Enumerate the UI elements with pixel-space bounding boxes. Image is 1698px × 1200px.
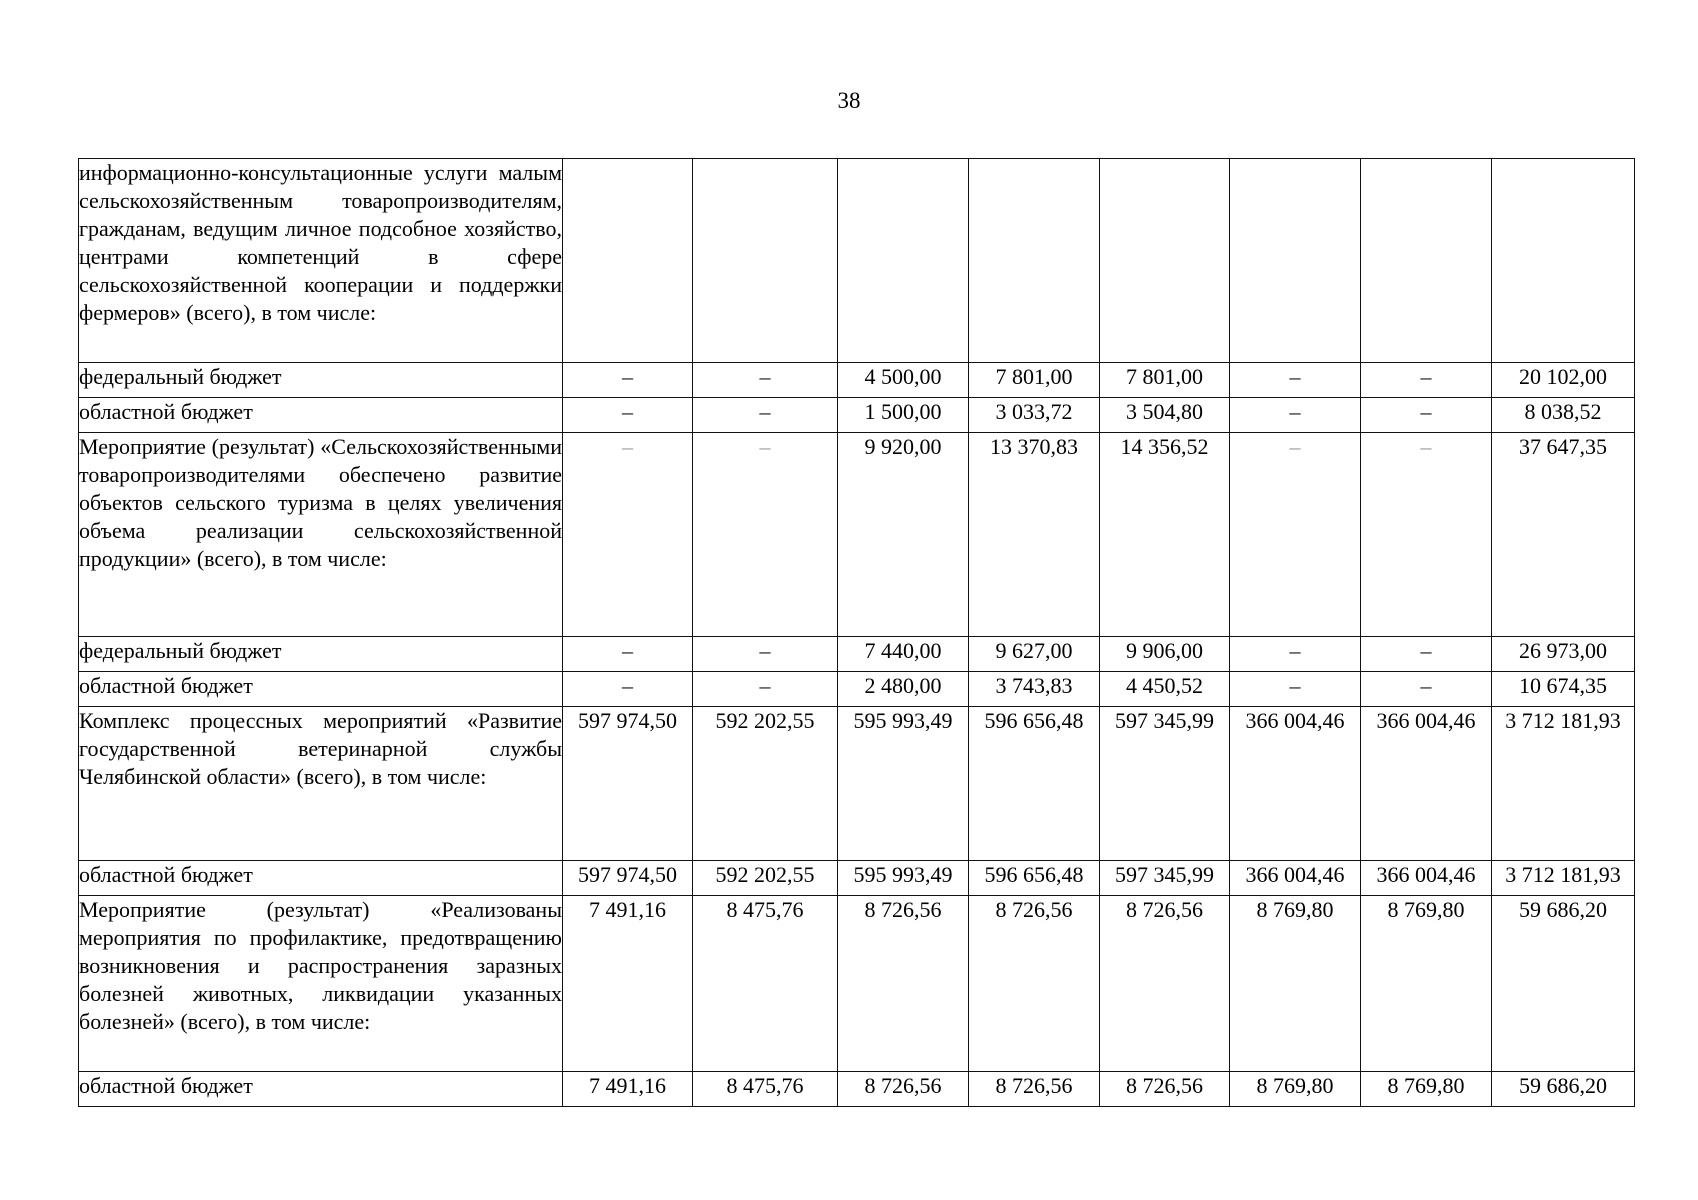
value-cell-col-7: – [1361, 398, 1492, 433]
value-cell-col-8: 37 647,35 [1492, 433, 1635, 637]
value-cell-col-1 [563, 159, 693, 363]
value-cell-col-3 [838, 159, 969, 363]
value-cell-col-2: – [693, 433, 838, 637]
value-cell-col-4: 8 726,56 [969, 896, 1100, 1072]
value-cell-col-2 [693, 159, 838, 363]
value-cell-col-3: 1 500,00 [838, 398, 969, 433]
value-cell-col-6: 8 769,80 [1230, 896, 1361, 1072]
row-label: федеральный бюджет [79, 637, 563, 672]
value-cell-col-1: – [563, 363, 693, 398]
value-cell-col-7: 366 004,46 [1361, 707, 1492, 861]
row-label: Мероприятие (результат) «Сельскохозяйственными товаропроизводителями обеспечено развитие объектов сельского туризма в целях увеличения объема реализации сельскохозяйственной продукции» (всего), в том числе: [79, 433, 563, 637]
value-cell-col-8: 3 712 181,93 [1492, 861, 1635, 896]
value-cell-col-8: 3 712 181,93 [1492, 707, 1635, 861]
value-cell-col-1: – [563, 637, 693, 672]
value-cell-col-5: 597 345,99 [1100, 707, 1230, 861]
value-cell-col-1: 597 974,50 [563, 861, 693, 896]
value-cell-col-5 [1100, 159, 1230, 363]
value-cell-col-1: – [563, 433, 693, 637]
value-cell-col-1: – [563, 672, 693, 707]
value-cell-col-8: 59 686,20 [1492, 1072, 1635, 1107]
row-label: областной бюджет [79, 672, 563, 707]
value-cell-col-8: 10 674,35 [1492, 672, 1635, 707]
value-cell-col-4: 3 743,83 [969, 672, 1100, 707]
row-label: областной бюджет [79, 398, 563, 433]
row-label: Комплекс процессных мероприятий «Развитие государственной ветеринарной службы Челябинской области» (всего), в том числе: [79, 707, 563, 861]
budget-table [78, 158, 1635, 1107]
value-cell-col-1: – [563, 398, 693, 433]
value-cell-col-3: 4 500,00 [838, 363, 969, 398]
row-label: Мероприятие (результат) «Реализованы мероприятия по профилактике, предотвращению возникновения и распространения заразных болезней животных, ликвидации указанных болезней» (всего), в том числе: [79, 896, 563, 1072]
value-cell-col-8: 20 102,00 [1492, 363, 1635, 398]
table-row [79, 159, 1635, 363]
value-cell-col-7: – [1361, 363, 1492, 398]
value-cell-col-4: 9 627,00 [969, 637, 1100, 672]
table-row [79, 363, 1635, 398]
value-cell-col-6: – [1230, 672, 1361, 707]
value-cell-col-1: 7 491,16 [563, 1072, 693, 1107]
value-cell-col-3: 595 993,49 [838, 861, 969, 896]
value-cell-col-7: 366 004,46 [1361, 861, 1492, 896]
value-cell-col-2: 592 202,55 [693, 861, 838, 896]
value-cell-col-6: – [1230, 363, 1361, 398]
row-label: областной бюджет [79, 1072, 563, 1107]
table-row [79, 637, 1635, 672]
value-cell-col-2: 8 475,76 [693, 896, 838, 1072]
value-cell-col-5: 597 345,99 [1100, 861, 1230, 896]
value-cell-col-5: 9 906,00 [1100, 637, 1230, 672]
value-cell-col-6: – [1230, 433, 1361, 637]
value-cell-col-7: – [1361, 433, 1492, 637]
row-label: информационно-консультационные услуги малым сельскохозяйственным товаропроизводителям, гражданам, ведущим личное подсобное хозяйство, центрами компетенций в сфере сельскохозяйственной кооперации и поддержки фермеров» (всего), в том числе: [79, 159, 563, 363]
value-cell-col-6: – [1230, 398, 1361, 433]
value-cell-col-1: 7 491,16 [563, 896, 693, 1072]
value-cell-col-7: – [1361, 637, 1492, 672]
value-cell-col-5: 4 450,52 [1100, 672, 1230, 707]
table-row [79, 1072, 1635, 1107]
value-cell-col-5: 14 356,52 [1100, 433, 1230, 637]
value-cell-col-7: 8 769,80 [1361, 896, 1492, 1072]
value-cell-col-4: 596 656,48 [969, 707, 1100, 861]
value-cell-col-4: 8 726,56 [969, 1072, 1100, 1107]
value-cell-col-3: 7 440,00 [838, 637, 969, 672]
page-number: 38 [837, 88, 861, 113]
value-cell-col-6: 366 004,46 [1230, 707, 1361, 861]
table-row [79, 707, 1635, 861]
value-cell-col-2: – [693, 672, 838, 707]
table-row [79, 398, 1635, 433]
row-label: областной бюджет [79, 861, 563, 896]
value-cell-col-8: 8 038,52 [1492, 398, 1635, 433]
value-cell-col-5: 3 504,80 [1100, 398, 1230, 433]
value-cell-col-7 [1361, 159, 1492, 363]
table-row [79, 896, 1635, 1072]
value-cell-col-7: – [1361, 672, 1492, 707]
value-cell-col-4 [969, 159, 1100, 363]
row-label: федеральный бюджет [79, 363, 563, 398]
value-cell-col-3: 8 726,56 [838, 896, 969, 1072]
table-row [79, 861, 1635, 896]
value-cell-col-4: 3 033,72 [969, 398, 1100, 433]
table-row [79, 672, 1635, 707]
value-cell-col-1: 597 974,50 [563, 707, 693, 861]
value-cell-col-4: 7 801,00 [969, 363, 1100, 398]
value-cell-col-5: 7 801,00 [1100, 363, 1230, 398]
value-cell-col-2: 8 475,76 [693, 1072, 838, 1107]
value-cell-col-4: 13 370,83 [969, 433, 1100, 637]
value-cell-col-8: 26 973,00 [1492, 637, 1635, 672]
value-cell-col-2: – [693, 398, 838, 433]
value-cell-col-4: 596 656,48 [969, 861, 1100, 896]
value-cell-col-3: 595 993,49 [838, 707, 969, 861]
value-cell-col-3: 8 726,56 [838, 1072, 969, 1107]
table-row [79, 433, 1635, 637]
value-cell-col-2: – [693, 363, 838, 398]
value-cell-col-6: 8 769,80 [1230, 1072, 1361, 1107]
value-cell-col-2: – [693, 637, 838, 672]
value-cell-col-6 [1230, 159, 1361, 363]
value-cell-col-5: 8 726,56 [1100, 896, 1230, 1072]
value-cell-col-3: 2 480,00 [838, 672, 969, 707]
value-cell-col-8 [1492, 159, 1635, 363]
value-cell-col-6: 366 004,46 [1230, 861, 1361, 896]
value-cell-col-2: 592 202,55 [693, 707, 838, 861]
value-cell-col-6: – [1230, 637, 1361, 672]
value-cell-col-3: 9 920,00 [838, 433, 969, 637]
value-cell-col-8: 59 686,20 [1492, 896, 1635, 1072]
value-cell-col-7: 8 769,80 [1361, 1072, 1492, 1107]
value-cell-col-5: 8 726,56 [1100, 1072, 1230, 1107]
